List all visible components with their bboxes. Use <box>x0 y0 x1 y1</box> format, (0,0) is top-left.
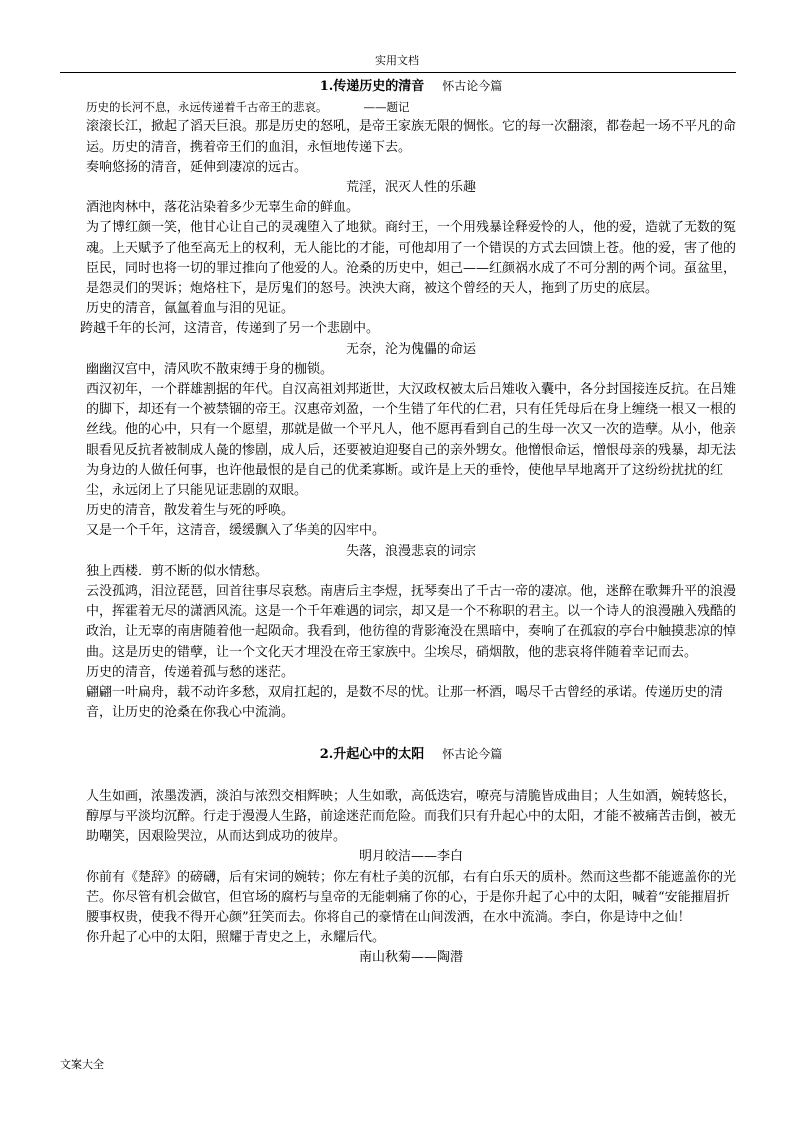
paragraph: 酒池肉林中，落花沾染着多少无辜生命的鲜血。 <box>86 200 360 216</box>
paragraph: 西汉初年，一个群雄割据的年代。自汉高祖刘邦逝世，大汉政权被太后吕雉收入囊中，各分封国接连反抗。在吕雉的脚下，却还有一个被禁锢的帝王。汉惠帝刘盈，一个生错了年代的仁君，只有任凭母后在身上缠绕一根又一根的丝线。他的心中，只有一个愿望，那就是做一个平凡人，他不愿再看到自己的生母一次又一次的造孽。从小，他亲眼看见反抗者被制成人彘的惨剧，成人后，还要被迫迎娶自己的亲外甥女。他憎恨命运，憎恨母亲的残暴，却无法为身边的人做任何事，也许他最恨的是自己的优柔寡断。或许是上天的垂怜，使他早早地离开了这纷纷扰扰的红尘，永远闭上了只能见证悲剧的双眼。 <box>86 382 737 499</box>
paragraph: 奏响悠扬的清音，延伸到凄凉的远古。 <box>86 159 308 175</box>
section1-title <box>86 76 736 97</box>
subheading: 明月皎洁——李白 <box>358 849 463 865</box>
subheading: 荒淫，泯灭人性的乐趣 <box>345 180 476 196</box>
paragraph: 幽幽汉宫中，清风吹不散束缚于身的枷锁。 <box>86 361 334 377</box>
section2-category: 怀古论今篇 <box>442 746 503 761</box>
document-body <box>80 76 737 969</box>
section1-category: 怀古论今篇 <box>442 79 503 93</box>
paragraph: 历史的清音，传递着孤与愁的迷茫。 <box>86 664 295 680</box>
subheading: 无奈，沦为傀儡的命运 <box>345 341 476 357</box>
paragraph: 历史的清音，氤氲着血与泪的见证。 <box>86 301 295 317</box>
subheading: 失落，浪漫悲哀的词宗 <box>345 543 476 559</box>
section-gap <box>86 765 736 787</box>
paragraph: 云没孤鸿，泪泣琵琶，回首往事尽哀愁。南唐后主李煜，抚琴奏出了千古一帝的凄凉。他，迷醉在歌舞升平的浪漫中，挥霍着无尽的潇洒风流。这是一个千年难遇的词宗，却又是一个不称职的君主。以一个诗人的浪漫融入残酷的政治，让无辜的南唐随着他一起陨命。我看到，他彷徨的背影淹没在黑暗中，奏响了在孤寂的亭台中触摸悲凉的悼曲。这是历史的错孽，让一个文化天才埋没在帝王家族中。尘埃尽，硝烟散，他的悲哀将伴随着幸记而去。 <box>86 584 737 660</box>
subheading: 南山秋菊——陶潜 <box>358 950 463 966</box>
paragraph: 翩翩一叶扁舟，载不动许多愁，双肩扛起的，是数不尽的忧。让那一杯酒，喝尽千古曾经的承诺。传递历史的清音，让历史的沧桑在你我心中流淌。 <box>86 685 724 721</box>
section2-heading: 2.升起心中的太阳 <box>319 746 425 762</box>
epigraph-text: 历史的长河不息，永远传递着千古帝王的悲哀。 <box>86 100 328 115</box>
paragraph: 你升起了心中的太阳，照耀于青史之上，永耀后代。 <box>86 930 386 946</box>
section-gap <box>86 724 736 744</box>
paragraph: 独上西楼．剪不断的似水情愁。 <box>86 563 269 579</box>
section1-heading: 1.传递历史的清音 <box>319 79 425 94</box>
paragraph: 你前有《楚辞》的磅礴，后有宋词的婉转；你左有杜子美的沉郁，右有白乐天的质朴。然而这些都不能遮盖你的光芒。你尽管有机会做官，但官场的腐朽与皇帝的无能刺痛了你的心，于是你升起了心中的太阳，喊着“安能摧眉折腰事权贵，使我不得开心颜”狂笑而去。你将自己的豪情在山间泼洒，在水中流淌。李白，你是诗中之仙！ <box>86 869 737 925</box>
paragraph: 为了博红颜一笑，他甘心让自己的灵魂堕入了地狱。商纣王，一个用残暴诠释爱怜的人，他的爱，造就了无数的冤魂。上天赋予了他至高无上的权利，无人能比的才能，可他却用了一个错误的方式去回馈上苍。他的爱，害了他的臣民，同时也将一切的罪过推向了他爱的人。沧桑的历史中，妲己——红颜祸水成了不可分割的两个词。虿盆里，是怨灵们的哭诉；炮烙柱下，是厉鬼们的怒号。泱泱大商，被这个曾经的天人，拖到了历史的底层。 <box>86 220 737 297</box>
epigraph-sign: ——题记 <box>363 100 410 115</box>
page-footer: 文案大全 <box>60 1058 104 1071</box>
header-rule <box>60 72 736 73</box>
paragraph: 人生如画，浓墨泼洒，淡泊与浓烈交相辉映；人生如歌，高低迭宕，嘹亮与清脆皆成曲目；人生如酒，婉转悠长，醇厚与平淡均沉醉。行走于漫漫人生路，前途迷茫而危险。而我们只有升起心中的太阳，才能不被痛苦击倒，被无助嘲笑，因艰险哭泣，从而达到成功的彼岸。 <box>86 788 737 845</box>
section1-epigraph <box>86 97 736 117</box>
paragraph: 跨越千年的长河，这清音，传递到了另一个悲剧中。 <box>80 321 380 337</box>
section2-title <box>86 744 736 765</box>
paragraph: 滚滚长江，掀起了滔天巨浪。那是历史的怒吼，是帝王家族无限的惆怅。它的每一次翻滚，都卷起一场不平凡的命运。历史的清音，携着帝王们的血泪，永恒地传递下去。 <box>86 119 737 155</box>
paragraph: 又是一个千年，这清音，缓缓飘入了华美的囚牢中。 <box>86 523 386 539</box>
page-header: 实用文档 <box>375 54 419 67</box>
paragraph: 历史的清音，散发着生与死的呼唤。 <box>86 503 295 519</box>
